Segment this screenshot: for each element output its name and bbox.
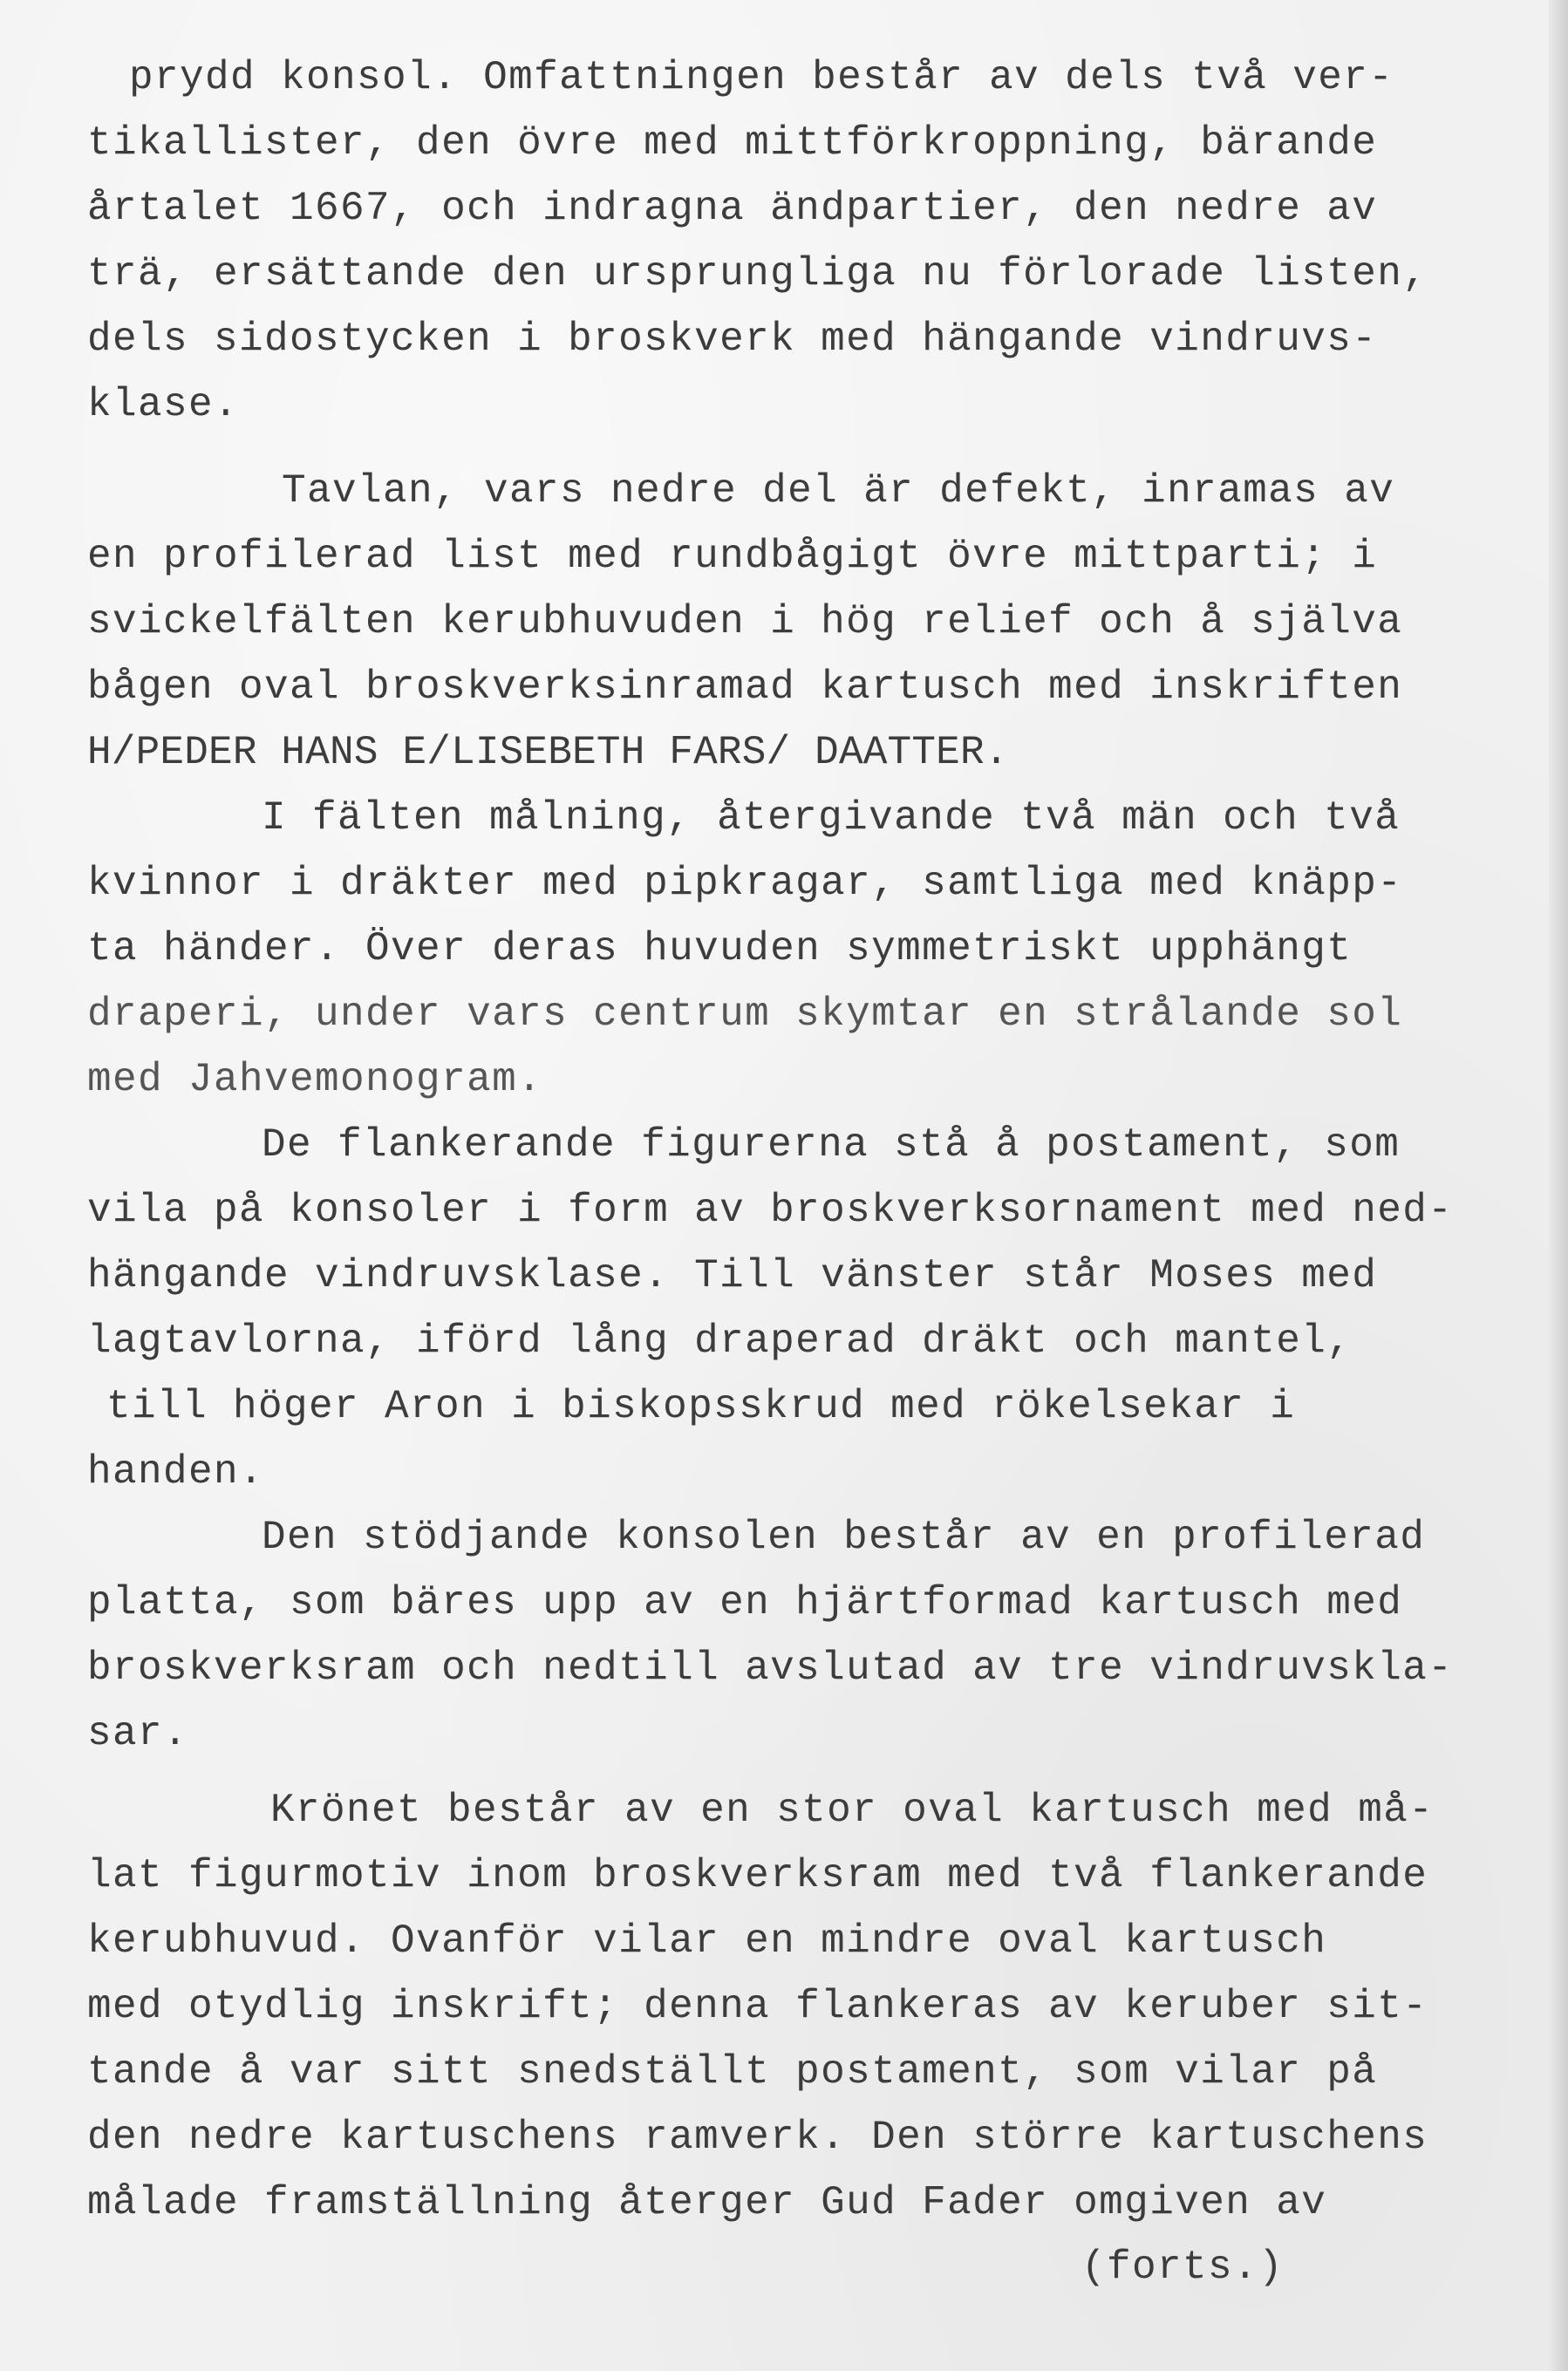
text-line: trä, ersättande den ursprungliga nu förlorade listen, <box>87 251 1428 296</box>
text-line: målade framställning återger Gud Fader omgiven av <box>87 2180 1327 2225</box>
text-line: den nedre kartuschens ramverk. Den större kartuschens <box>87 2115 1428 2160</box>
paragraph-start-line: Krönet består av en stor oval kartusch med må- <box>270 1788 1435 1833</box>
paragraph-start-line: Tavlan, vars nedre del är defekt, inramas av <box>282 468 1395 514</box>
text-line: tikallister, den övre med mittförkroppning, bärande <box>87 120 1378 166</box>
text-line: en profilerad list med rundbågigt övre mittparti; i <box>87 534 1378 579</box>
text-line: kerubhuvud. Ovanför vilar en mindre oval kartusch <box>87 1918 1327 1964</box>
text-line: med Jahvemonogram. <box>87 1057 543 1102</box>
paragraph-start-line: De flankerande figurerna stå å postament, som <box>262 1122 1401 1168</box>
text-line: prydd konsol. Omfattningen består av dels två ver- <box>129 55 1394 100</box>
paragraph-start-line: Den stödjande konsolen består av en profilerad <box>262 1515 1426 1560</box>
text-line: tande å var sitt snedställt postament, som vilar på <box>87 2049 1378 2095</box>
text-line: lagtavlorna, iförd lång draperad dräkt och mantel, <box>87 1318 1353 1364</box>
continued-marker: (forts.) <box>1081 2245 1285 2290</box>
text-line: ta händer. Över deras huvuden symmetriskt upphängt <box>87 926 1353 971</box>
text-line: årtalet 1667, och indragna ändpartier, den nedre av <box>87 186 1378 231</box>
text-line: platta, som bäres upp av en hjärtformad kartusch med <box>87 1580 1403 1625</box>
text-line: handen. <box>87 1449 265 1495</box>
text-line: till höger Aron i biskopsskrud med rökelsekar i <box>106 1384 1296 1429</box>
text-line: med otydlig inskrift; denna flankeras av keruber sit- <box>87 1984 1428 2029</box>
paragraph-start-line: I fälten målning, återgivande två män och två <box>262 795 1401 841</box>
text-line: vila på konsoler i form av broskverksornament med ned- <box>87 1188 1454 1233</box>
paper-edge <box>1549 0 1568 2371</box>
text-line: kvinnor i dräkter med pipkragar, samtliga med knäpp- <box>87 861 1403 906</box>
text-line: broskverksram och nedtill avslutad av tre vindruvskla- <box>87 1645 1454 1691</box>
text-line: lat figurmotiv inom broskverksram med två flankerande <box>87 1853 1428 1898</box>
text-line: dels sidostycken i broskverk med hängande vindruvs- <box>87 317 1378 362</box>
text-line: svickelfälten kerubhuvuden i hög relief och å själva <box>87 599 1403 644</box>
text-line: draperi, under vars centrum skymtar en strålande sol <box>87 991 1403 1037</box>
text-line: klase. <box>87 382 240 427</box>
text-line: bågen oval broskverksinramad kartusch med inskriften <box>87 664 1403 710</box>
inscription-line: H/PEDER HANS E/LISEBETH FARS/ DAATTER. <box>87 730 1009 775</box>
text-line: hängande vindruvsklase. Till vänster står Moses med <box>87 1253 1378 1298</box>
text-line: sar. <box>87 1711 189 1756</box>
